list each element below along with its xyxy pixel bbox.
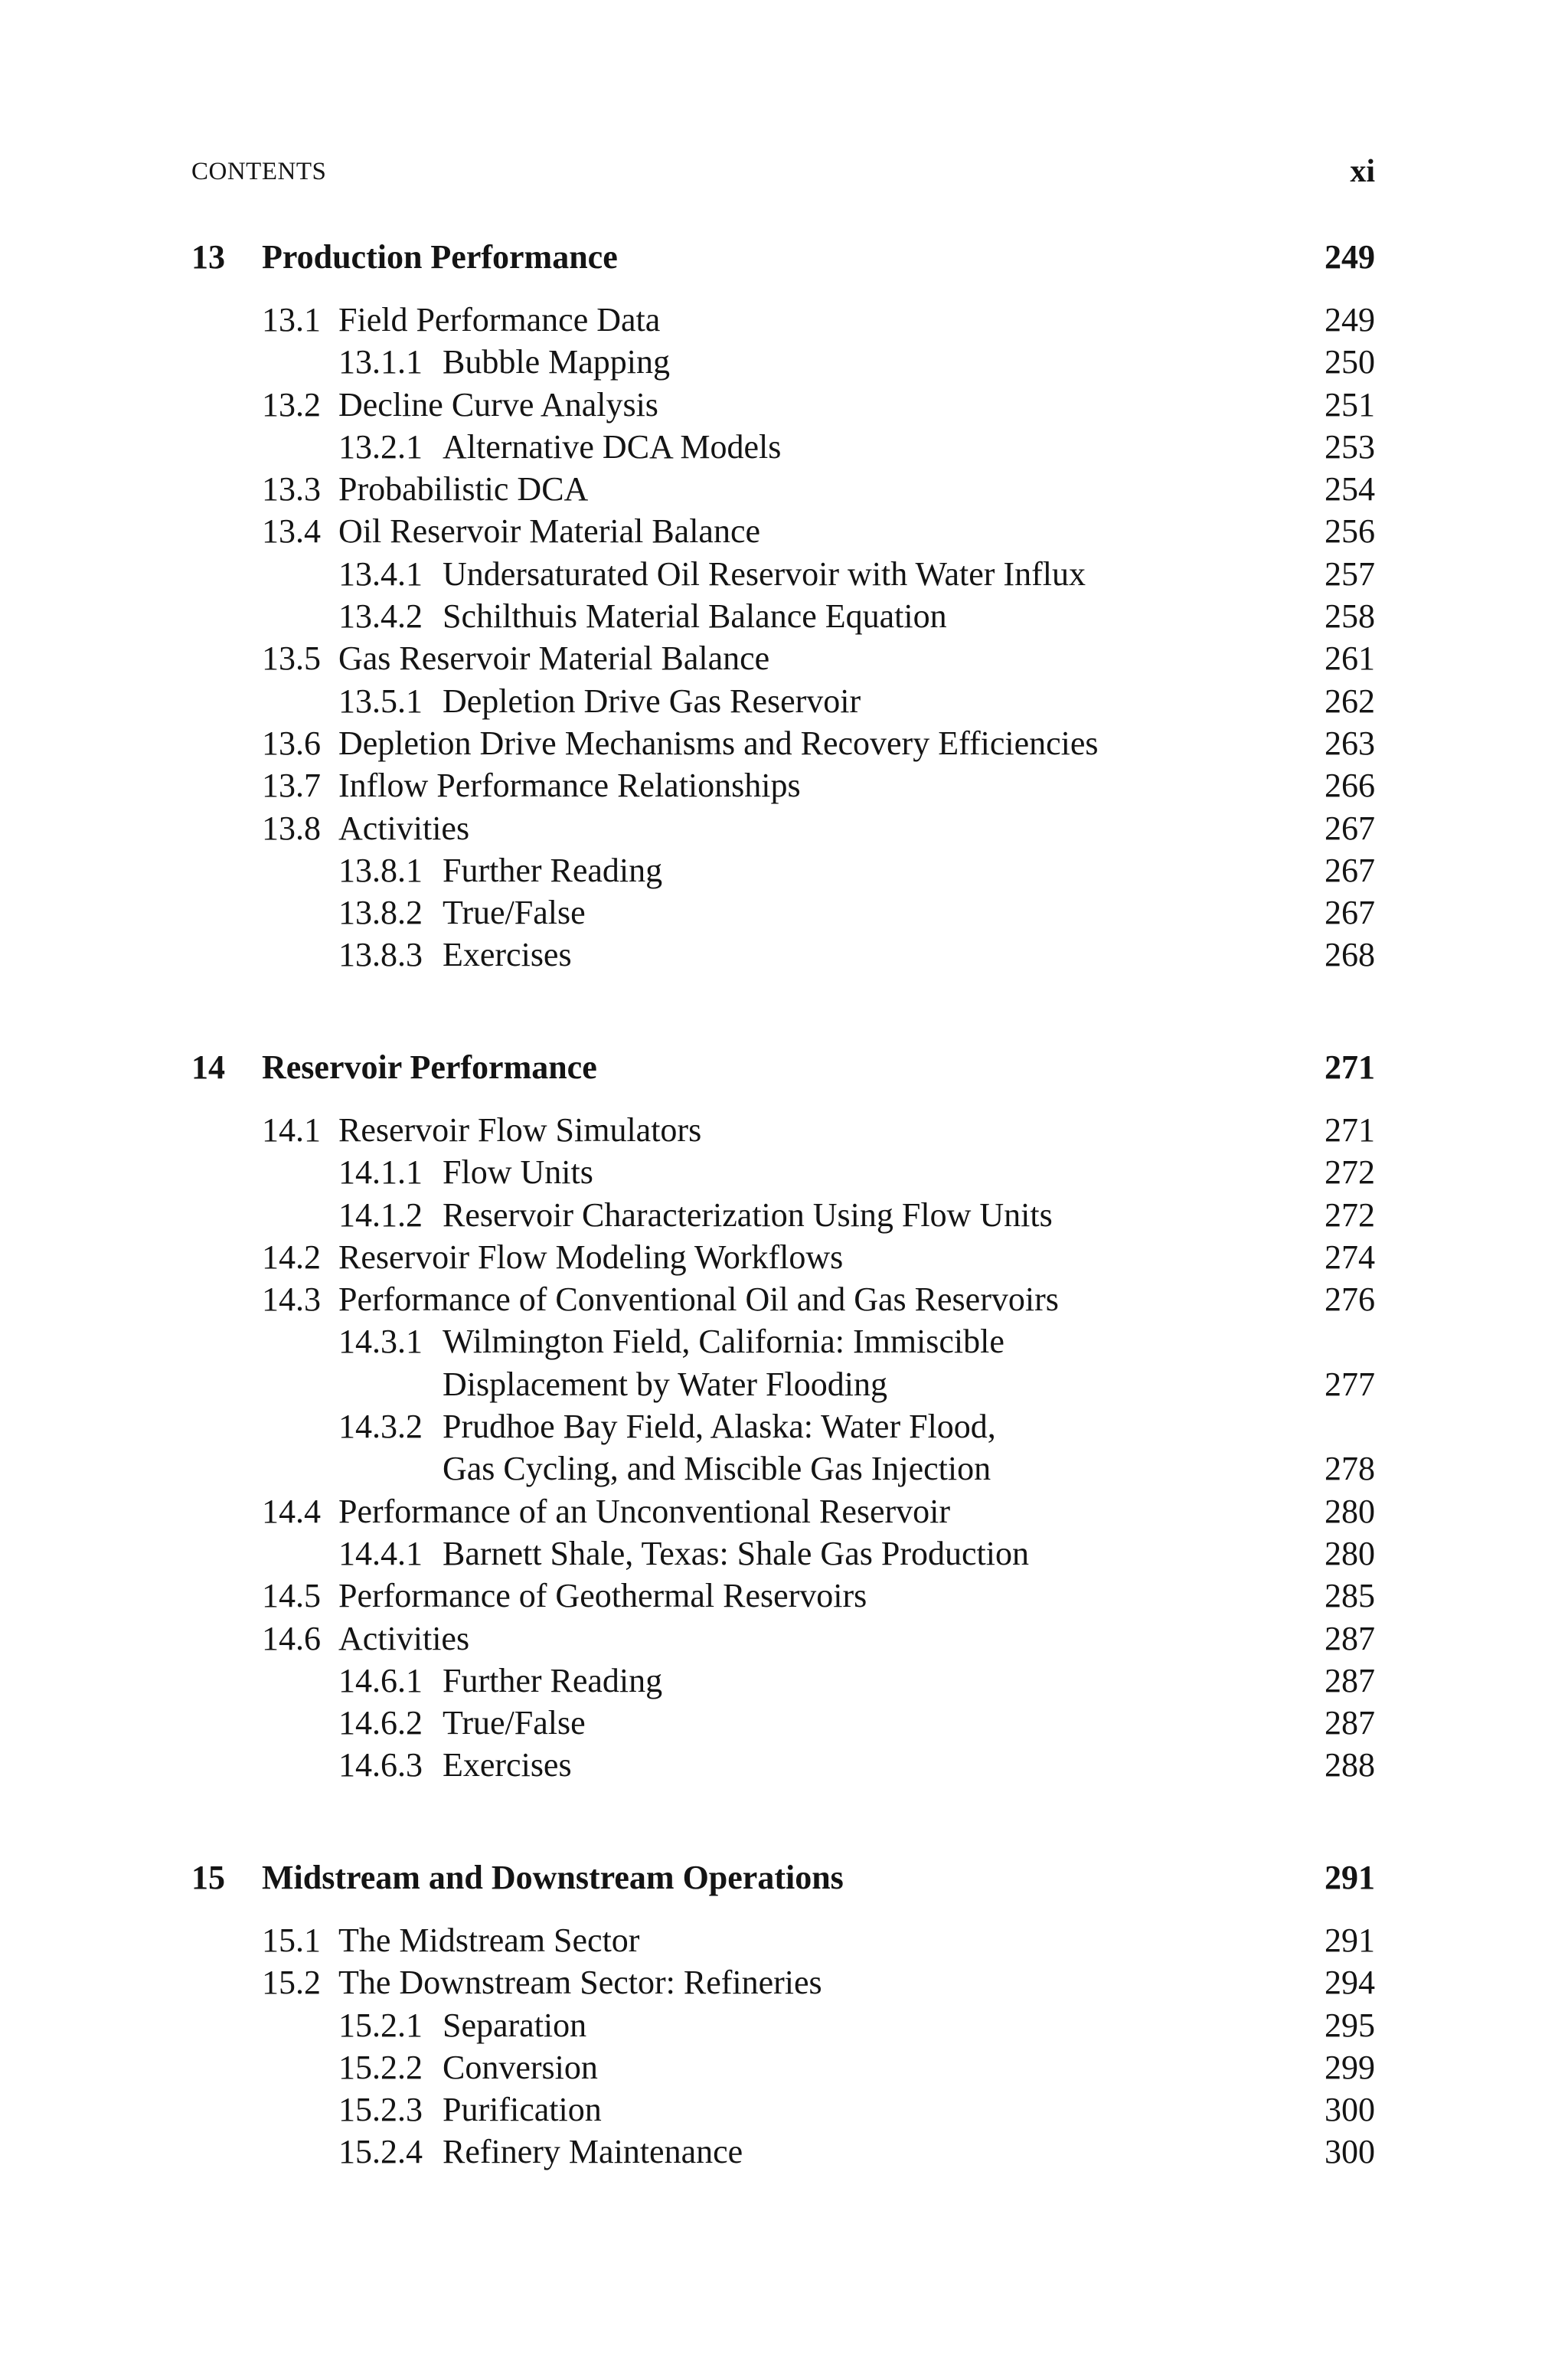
section-title-line: Activities [338,809,470,847]
section-page-number: 300 [1325,2133,1375,2171]
section-number: 14.4 [262,1492,321,1530]
section-title-line: Decline Curve Analysis [338,385,658,424]
section-page-number: 278 [1325,1450,1375,1488]
section-title-line: Bubble Mapping [443,343,670,381]
toc-subsection-entry [191,1660,1375,1702]
toc-subsection-entry [191,849,1375,891]
section-title-line: Performance of an Unconventional Reservoir [338,1492,951,1530]
section-title-line: Further Reading [443,851,663,889]
section-page-number: 295 [1325,2006,1375,2044]
toc-subsection-entry [191,1744,1375,1786]
section-page-number: 267 [1325,851,1375,889]
toc-entry-list [191,1919,1375,2173]
section-title [443,1405,996,1490]
section-page-number: 291 [1325,1922,1375,1959]
section-page-number: 271 [1325,1111,1375,1149]
section-number: 15.2.2 [338,2048,423,2086]
section-number: 14.6.2 [338,1704,423,1742]
section-title [338,764,801,806]
section-page-number: 274 [1325,1238,1375,1276]
toc-section-entry [191,384,1375,426]
section-title [338,1490,950,1532]
toc-section-entry [191,1575,1375,1617]
section-number: 13.5 [262,639,321,678]
section-title-line: Activities [338,1619,470,1657]
section-title [443,1532,1029,1575]
toc-subsection-entry [191,595,1375,637]
section-title [443,1320,1004,1405]
section-title-line: Wilmington Field, California: Immiscible [443,1323,1004,1361]
chapter-heading [191,1853,1375,1902]
section-number: 13.2 [262,385,321,424]
section-title [338,1575,867,1617]
section-title [443,2131,743,2173]
section-title [443,595,947,637]
section-title-line: Field Performance Data [338,301,661,339]
section-number: 13.3 [262,470,321,509]
section-page-number: 300 [1325,2091,1375,2129]
section-number: 14.2 [262,1238,321,1276]
section-title-line: Gas Reservoir Material Balance [338,639,770,678]
section-number: 14.6 [262,1619,321,1657]
section-page-number: 258 [1325,597,1375,636]
chapter-title: Reservoir Performance [262,1048,597,1086]
section-number: 13.4 [262,512,321,551]
section-title-line: Gas Cycling, and Miscible Gas Injection [443,1450,991,1488]
section-number: 15.2.4 [338,2133,423,2171]
section-page-number: 288 [1325,1746,1375,1784]
toc-subsection-entry [191,1532,1375,1575]
toc-section-entry [191,299,1375,341]
page-header [191,153,1375,196]
section-title-line: Oil Reservoir Material Balance [338,512,761,551]
section-number: 13.2.1 [338,427,423,466]
toc-section-entry [191,722,1375,764]
section-number: 13.4.1 [338,554,423,593]
section-number: 14.1 [262,1111,321,1149]
section-page-number: 254 [1325,470,1375,509]
section-title-line: Refinery Maintenance [443,2133,743,2171]
section-title-line: Alternative DCA Models [443,427,782,466]
toc-subsection-entry [191,1151,1375,1193]
section-title-line: Flow Units [443,1153,593,1192]
toc-subsection-entry [191,341,1375,383]
section-number: 13.8.1 [338,851,423,889]
toc-subsection-entry [191,1320,1375,1405]
chapter-number: 15 [191,1859,225,1896]
section-page-number: 268 [1325,936,1375,974]
toc-subsection-entry [191,426,1375,468]
section-title [443,2004,586,2046]
section-number: 14.6.3 [338,1746,423,1784]
section-page-number: 263 [1325,724,1375,762]
section-page-number: 287 [1325,1619,1375,1657]
toc-subsection-entry [191,1194,1375,1236]
section-number: 14.1.2 [338,1195,423,1234]
section-page-number: 277 [1325,1365,1375,1403]
chapter-title: Production Performance [262,238,618,276]
section-number: 13.8.2 [338,894,423,932]
section-title [443,1660,662,1702]
section-number: 15.2 [262,1964,321,2002]
section-page-number: 285 [1325,1577,1375,1615]
chapter-page-number: 249 [1325,238,1375,276]
section-title-line: True/False [443,1704,586,1742]
section-page-number: 250 [1325,343,1375,381]
section-title-line: The Midstream Sector [338,1922,640,1959]
section-page-number: 294 [1325,1964,1375,2002]
section-number: 14.6.1 [338,1661,423,1699]
section-page-number: 280 [1325,1534,1375,1572]
toc-section-entry [191,468,1375,510]
section-title [443,891,586,934]
section-title [338,1109,701,1151]
section-title [338,1919,639,1961]
section-title-line: The Downstream Sector: Refineries [338,1964,822,2002]
section-title [338,637,769,679]
toc-entry-list [191,1109,1375,1787]
section-number: 14.1.1 [338,1153,423,1192]
toc-section-entry [191,1278,1375,1320]
section-title [443,1702,586,1744]
section-title [338,510,760,552]
chapter-number: 14 [191,1048,225,1086]
section-page-number: 276 [1325,1280,1375,1319]
section-page-number: 251 [1325,385,1375,424]
section-title-line: Reservoir Flow Simulators [338,1111,702,1149]
toc-subsection-entry [191,1405,1375,1490]
section-number: 14.4.1 [338,1534,423,1572]
toc-subsection-entry [191,1702,1375,1744]
section-title-line: True/False [443,894,586,932]
section-title-line: Depletion Drive Mechanisms and Recovery Efficiencies [338,724,1099,762]
toc-subsection-entry [191,891,1375,934]
section-title-line: Reservoir Characterization Using Flow Units [443,1195,1053,1234]
chapter-15 [191,1853,1375,2173]
toc-entry-list [191,299,1375,976]
section-number: 13.1.1 [338,343,423,381]
section-title-line: Purification [443,2091,602,2129]
chapter-13 [191,233,1375,976]
toc-subsection-entry [191,2088,1375,2131]
section-title [443,934,572,976]
running-head: CONTENTS [191,158,327,185]
section-number: 13.6 [262,724,321,762]
toc-section-entry [191,1919,1375,1961]
toc-subsection-entry [191,2131,1375,2173]
section-page-number: 256 [1325,512,1375,551]
section-number: 14.3.2 [338,1408,423,1446]
section-title-line: Separation [443,2006,587,2044]
section-number: 14.3.1 [338,1323,423,1361]
section-page-number: 272 [1325,1195,1375,1234]
section-page-number: 266 [1325,767,1375,805]
section-page-number: 261 [1325,639,1375,678]
section-title [338,722,1099,764]
section-title [443,1151,593,1193]
section-page-number: 257 [1325,554,1375,593]
section-title-line: Undersaturated Oil Reservoir with Water Influx [443,554,1086,593]
section-number: 13.5.1 [338,682,423,720]
section-title [338,807,469,849]
chapter-heading [191,233,1375,282]
section-page-number: 299 [1325,2048,1375,2086]
section-title-line: Inflow Performance Relationships [338,767,801,805]
section-title [338,299,660,341]
section-title [443,1744,572,1786]
toc-subsection-entry [191,2046,1375,2088]
section-page-number: 287 [1325,1661,1375,1699]
section-title [338,468,588,510]
chapter-heading [191,1043,1375,1092]
section-number: 13.8.3 [338,936,423,974]
toc-section-entry [191,764,1375,806]
toc-section-entry [191,637,1375,679]
toc-subsection-entry [191,934,1375,976]
page-number: xi [1350,154,1375,189]
toc-section-entry [191,1617,1375,1660]
section-title [338,1278,1059,1320]
section-title [443,849,662,891]
section-title-line: Prudhoe Bay Field, Alaska: Water Flood, [443,1408,996,1446]
section-title [443,680,861,722]
section-title-line: Depletion Drive Gas Reservoir [443,682,861,720]
section-title-line: Conversion [443,2048,598,2086]
section-page-number: 267 [1325,894,1375,932]
section-number: 14.5 [262,1577,321,1615]
chapter-14 [191,1043,1375,1787]
section-page-number: 262 [1325,682,1375,720]
toc-subsection-entry [191,553,1375,595]
section-title-line: Performance of Geothermal Reservoirs [338,1577,867,1615]
section-number: 13.8 [262,809,321,847]
section-title [443,2046,598,2088]
section-title [338,384,658,426]
section-title-line: Barnett Shale, Texas: Shale Gas Production [443,1534,1029,1572]
section-title-line: Displacement by Water Flooding [443,1365,887,1403]
section-number: 15.2.1 [338,2006,423,2044]
section-number: 13.1 [262,301,321,339]
section-number: 13.7 [262,767,321,805]
section-title-line: Exercises [443,1746,572,1784]
toc-subsection-entry [191,2004,1375,2046]
chapter-page-number: 291 [1325,1859,1375,1896]
section-number: 13.4.2 [338,597,423,636]
toc-section-entry [191,1109,1375,1151]
section-title-line: Performance of Conventional Oil and Gas Reservoirs [338,1280,1059,1319]
toc-section-entry [191,1961,1375,2003]
toc-section-entry [191,1236,1375,1278]
section-page-number: 272 [1325,1153,1375,1192]
chapter-title: Midstream and Downstream Operations [262,1859,844,1896]
section-page-number: 280 [1325,1492,1375,1530]
section-title [443,1194,1053,1236]
section-title [338,1617,469,1660]
section-page-number: 253 [1325,427,1375,466]
section-title-line: Probabilistic DCA [338,470,589,509]
toc-section-entry [191,807,1375,849]
chapter-page-number: 271 [1325,1048,1375,1086]
section-title-line: Exercises [443,936,572,974]
section-title [443,2088,602,2131]
section-number: 14.3 [262,1280,321,1319]
section-title-line: Further Reading [443,1661,663,1699]
section-title [443,426,781,468]
section-number: 15.1 [262,1922,321,1959]
toc-subsection-entry [191,680,1375,722]
section-page-number: 267 [1325,809,1375,847]
section-title-line: Schilthuis Material Balance Equation [443,597,947,636]
section-title [443,553,1086,595]
section-title-line: Reservoir Flow Modeling Workflows [338,1238,844,1276]
section-page-number: 287 [1325,1704,1375,1742]
toc-section-entry [191,1490,1375,1532]
section-title [338,1236,843,1278]
section-number: 15.2.3 [338,2091,423,2129]
chapter-number: 13 [191,238,225,276]
section-page-number: 249 [1325,301,1375,339]
section-title [338,1961,822,2003]
section-title [443,341,670,383]
toc-section-entry [191,510,1375,552]
